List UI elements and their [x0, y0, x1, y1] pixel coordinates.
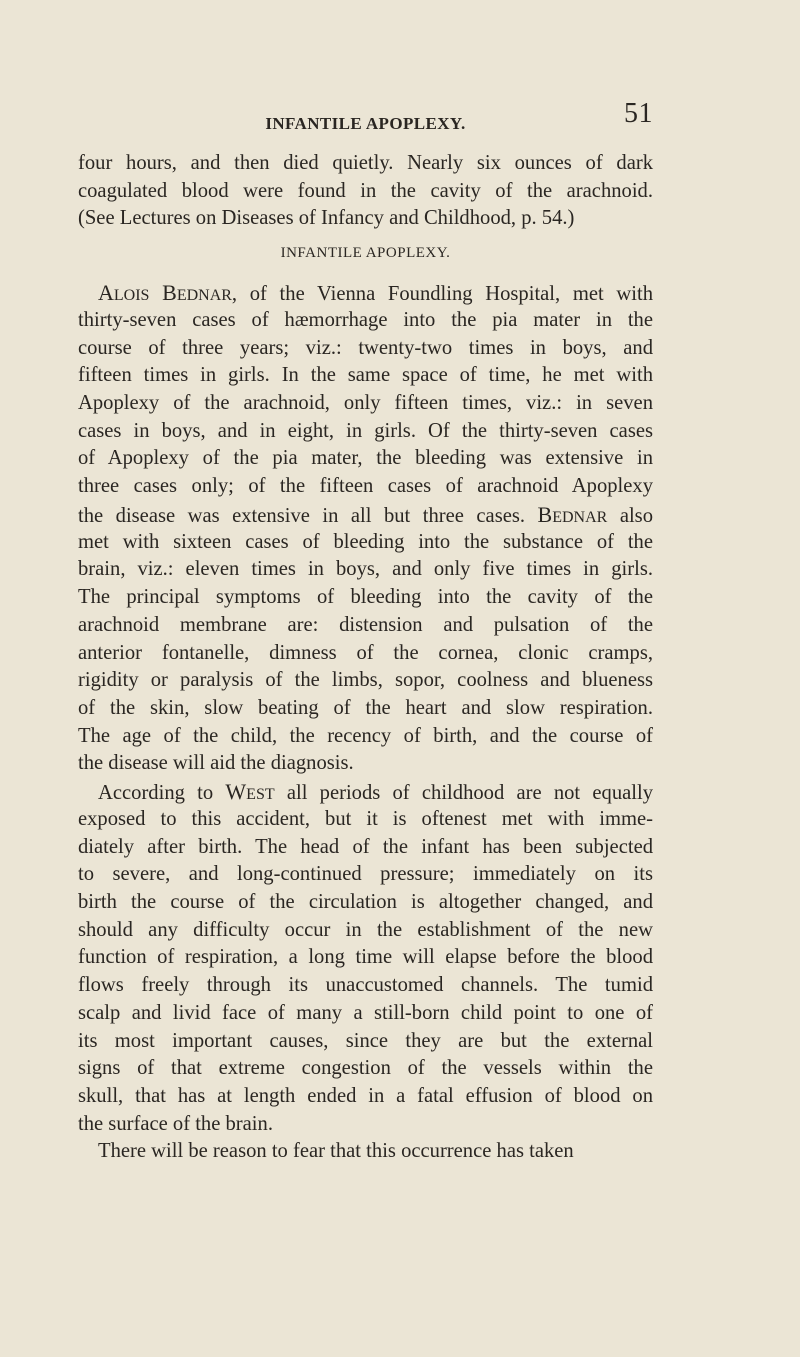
author-name-alois: ALOIS [98, 280, 150, 306]
text-line: three cases only; of the fifteen cases of arachnoid Apoplexy [78, 475, 653, 498]
text-line: should any difficulty occur in the establishment of the new [78, 918, 653, 941]
text-line: of Apoplexy of the pia mater, the bleeding was extensive in [78, 447, 653, 470]
text-line: exposed to this accident, but it is oftenest met with imme- [78, 807, 653, 830]
text-line: The age of the child, the recency of birth, and the course of [78, 724, 653, 747]
text-line: four hours, and then died quietly. Nearly six ounces of dark [78, 152, 653, 174]
text-line: cases in boys, and in eight, in girls. Of the thirty-seven cases [78, 419, 653, 442]
text-line: met with sixteen cases of bleeding into the substance of the [78, 530, 653, 553]
text-line: anterior fontanelle, dimness of the cornea, clonic cramps, [78, 641, 653, 664]
text-line: the disease was extensive in all but three cases. BEDNAR also [78, 501, 653, 527]
section-heading: INFANTILE APOPLEXY. [280, 245, 451, 262]
text-line: thirty-seven cases of hæmorrhage into the pia mater in the [78, 308, 653, 331]
text-line: diately after birth. The head of the infant has been subjected [78, 835, 653, 858]
text-line: of the skin, slow beating of the heart and slow respiration. [78, 696, 653, 719]
text-line: fifteen times in girls. In the same space of time, he met with [78, 364, 653, 387]
text-line: function of respiration, a long time will elapse before the blood [78, 946, 653, 969]
text-line: its most important causes, since they are but the external [78, 1029, 653, 1052]
text-line: flows freely through its unaccustomed channels. The tumid [78, 974, 653, 997]
body-text [78, 150, 653, 1166]
text-line: course of three years; viz.: twenty-two times in boys, and [78, 336, 653, 359]
page-number: 51 [624, 98, 653, 129]
text-line: the disease will aid the diagnosis. [78, 752, 354, 775]
text-line: birth the course of the circulation is altogether changed, and [78, 890, 653, 913]
author-name-bednar: BEDNAR [162, 280, 232, 306]
text-line: ALOIS BEDNAR, of the Vienna Foundling Hospital, met with [98, 280, 653, 306]
text-line: brain, viz.: eleven times in boys, and only five times in girls. [78, 558, 653, 581]
text-line: signs of that extreme congestion of the vessels within the [78, 1057, 653, 1080]
running-head [78, 98, 653, 132]
text-line: the surface of the brain. [78, 1112, 273, 1135]
author-name-west: WEST [225, 779, 275, 805]
text-line: The principal symptoms of bleeding into the cavity of the [78, 586, 653, 609]
text-line: (See Lectures on Diseases of Infancy and Childhood, p. 54.) [78, 207, 575, 230]
running-title: INFANTILE APOPLEXY. [265, 114, 466, 133]
text-line: rigidity or paralysis of the limbs, sopor, coolness and blueness [78, 669, 653, 692]
text-line: Apoplexy of the arachnoid, only fifteen times, viz.: in seven [78, 392, 653, 415]
text-line: There will be reason to fear that this occurrence has taken [98, 1140, 574, 1163]
author-name-bednar: BEDNAR [537, 501, 608, 527]
text-line: According to WEST all periods of childhood are not equally [98, 779, 653, 805]
text-line: arachnoid membrane are: distension and pulsation of the [78, 613, 653, 636]
text-line: coagulated blood were found in the cavity of the arachnoid. [78, 179, 653, 202]
text-line: skull, that has at length ended in a fatal effusion of blood on [78, 1085, 653, 1107]
text-line: to severe, and long-continued pressure; immediately on its [78, 863, 653, 886]
text-line: scalp and livid face of many a still-born child point to one of [78, 1001, 653, 1024]
